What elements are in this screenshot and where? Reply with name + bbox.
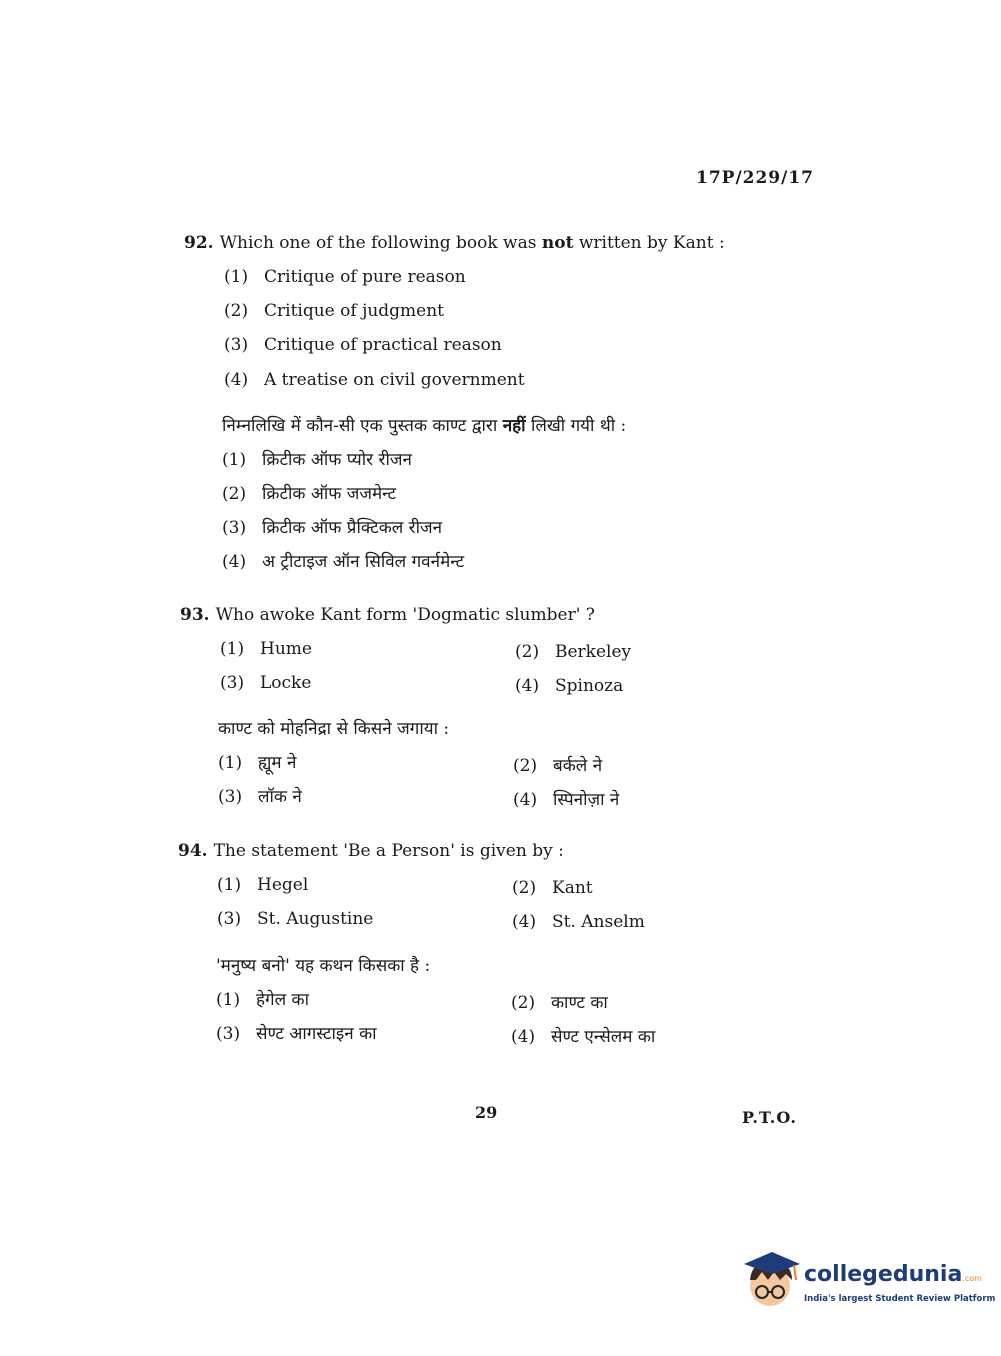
option — [222, 515, 442, 538]
emphasis-text: नहीं — [502, 416, 526, 436]
option-number: (2) — [513, 756, 538, 776]
option — [222, 447, 412, 470]
option-number: (2) — [511, 993, 536, 1013]
option-text: लॉक ने — [258, 787, 302, 807]
option-number: (3) — [220, 673, 245, 693]
option-text: Spinoza — [555, 676, 624, 696]
option — [515, 676, 623, 696]
option-number: (3) — [218, 787, 243, 807]
option-text: हेगेल का — [256, 990, 309, 1010]
question-text: काण्ट को मोहनिद्रा से किसने जगाया : — [218, 719, 450, 739]
option-number: (1) — [218, 753, 243, 773]
option-text: Hegel — [257, 875, 309, 895]
option — [512, 878, 593, 898]
option — [224, 370, 525, 390]
option — [511, 990, 608, 1013]
option-text: St. Anselm — [552, 912, 645, 932]
option — [515, 642, 631, 662]
option-number: (1) — [222, 450, 247, 470]
option — [222, 481, 396, 504]
option-text: Berkeley — [555, 642, 632, 662]
option-number: (4) — [222, 552, 247, 572]
logo-tagline: India's largest Student Review Platform — [804, 1294, 996, 1304]
option-text: सेण्ट आगस्टाइन का — [256, 1024, 377, 1044]
option — [217, 909, 373, 929]
option — [216, 987, 309, 1010]
option-number: (1) — [217, 875, 242, 895]
pto-label: P.T.O. — [742, 1108, 797, 1127]
paper-code: 17P/229/17 — [696, 168, 815, 188]
option-number: (3) — [222, 518, 247, 538]
option-text: Kant — [552, 878, 593, 898]
option — [216, 1021, 377, 1044]
question-number: 92. — [184, 233, 214, 253]
question-text: The statement 'Be a Person' is given by : — [213, 841, 564, 861]
option — [513, 787, 619, 810]
option-number: (2) — [222, 484, 247, 504]
option-text: क्रिटीक ऑफ प्रैक्टिकल रीजन — [262, 518, 443, 538]
option-number: (4) — [224, 370, 249, 390]
logo-brand: collegedunia — [804, 1262, 963, 1287]
option — [218, 784, 302, 807]
emphasis-text: not — [541, 233, 574, 253]
option-text: क्रिटीक ऑफ प्योर रीजन — [262, 450, 412, 470]
option-text: Hume — [260, 639, 312, 659]
option-number: (2) — [515, 642, 540, 662]
option-number: (2) — [512, 878, 537, 898]
option-number: (4) — [513, 790, 538, 810]
mascot-icon — [742, 1250, 802, 1312]
logo-brand-text — [804, 1262, 982, 1287]
collegedunia-logo — [742, 1250, 996, 1312]
question-number: 93. — [180, 605, 210, 625]
option — [220, 639, 312, 659]
question-93-en — [180, 605, 595, 625]
option-text: बर्कले ने — [553, 756, 603, 776]
page-number: 29 — [475, 1103, 498, 1122]
question-text: निम्नलिखि में कौन-सी एक पुस्तक काण्ट द्वारा — [222, 416, 503, 436]
option-number: (1) — [220, 639, 245, 659]
option-text: Critique of judgment — [264, 301, 445, 321]
logo-suffix: .com — [962, 1274, 982, 1283]
option-text: ह्यूम ने — [258, 753, 297, 773]
question-92-en — [184, 233, 725, 253]
question-92-hi — [222, 413, 626, 436]
option-number: (4) — [515, 676, 540, 696]
option — [512, 912, 645, 932]
question-93-hi — [218, 716, 449, 739]
option-number: (3) — [216, 1024, 241, 1044]
option-number: (4) — [511, 1027, 536, 1047]
option-text: सेण्ट एन्सेलम का — [551, 1027, 656, 1047]
option-text: Critique of practical reason — [264, 335, 502, 355]
option-number: (3) — [217, 909, 242, 929]
option-text: Critique of pure reason — [264, 267, 466, 287]
question-text: लिखी गयी थी : — [525, 416, 627, 436]
question-94-en — [178, 841, 564, 861]
option-text: स्पिनोज़ा ने — [553, 790, 620, 810]
option — [217, 875, 308, 895]
option — [511, 1024, 655, 1047]
option-number: (2) — [224, 301, 249, 321]
option-number: (3) — [224, 335, 249, 355]
option — [222, 549, 464, 572]
question-text: Which one of the following book was — [219, 233, 542, 253]
option — [224, 301, 444, 321]
option-text: Locke — [260, 673, 312, 693]
option — [218, 750, 296, 773]
option — [513, 753, 602, 776]
option — [224, 335, 502, 355]
option-text: काण्ट का — [551, 993, 608, 1013]
option-text: A treatise on civil government — [264, 370, 525, 390]
question-text: Who awoke Kant form 'Dogmatic slumber' ? — [215, 605, 595, 625]
option-number: (4) — [512, 912, 537, 932]
option-number: (1) — [216, 990, 241, 1010]
option — [224, 267, 466, 287]
question-number: 94. — [178, 841, 208, 861]
option — [220, 673, 311, 693]
question-94-hi — [216, 953, 430, 976]
option-text: क्रिटीक ऑफ जजमेन्ट — [262, 484, 397, 504]
option-text: St. Augustine — [257, 909, 374, 929]
question-text: 'मनुष्य बनो' यह कथन किसका है : — [216, 956, 431, 976]
option-text: अ ट्रीटाइज ऑन सिविल गवर्नमेन्ट — [262, 552, 465, 572]
option-number: (1) — [224, 267, 249, 287]
question-text: written by Kant : — [573, 233, 725, 253]
